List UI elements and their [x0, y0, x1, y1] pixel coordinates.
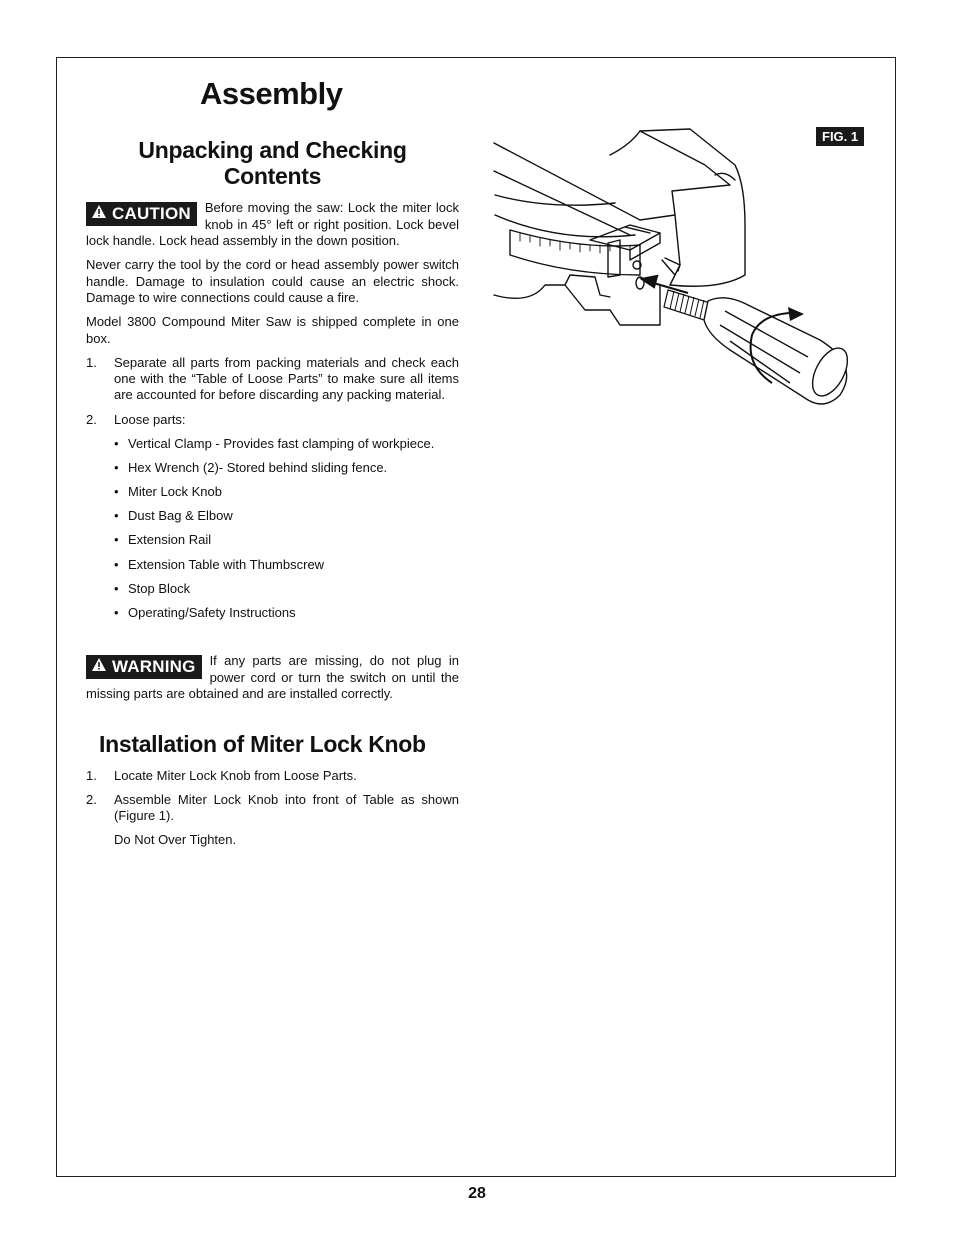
list-item: • Hex Wrench (2)- Stored behind sliding fence.: [114, 460, 388, 475]
step-number: 2.: [86, 792, 97, 807]
page-number: 28: [468, 1185, 486, 1202]
step-text: Assemble Miter Lock Knob into front of Table as shown (Figure 1).: [114, 792, 459, 823]
warning-text: If any parts are missing, do not plug in power cord or turn the switch on until the missing parts are obtained and are installed correctly.: [86, 653, 459, 701]
miter-lock-knob-illustration-icon: [490, 125, 860, 410]
list-item: • Extension Table with Thumbscrew: [114, 557, 325, 572]
caution-badge: [86, 202, 197, 226]
warning-triangle-icon: [91, 657, 107, 677]
warning-block: [86, 653, 459, 703]
heading-line-2: Contents: [223, 163, 322, 189]
step-item: [86, 355, 459, 405]
caution-text: Before moving the saw: Lock the miter lock knob in 45° left or right position. Lock bevel lock handle. Lock head assembly in the down position.: [86, 200, 459, 248]
step-number: 1.: [86, 355, 97, 370]
caution-block: [86, 200, 459, 250]
list-item: • Extension Rail: [114, 532, 212, 547]
list-item: • Operating/Safety Instructions: [114, 605, 296, 620]
warning-label: WARNING: [112, 657, 196, 676]
heading-line-1: Unpacking and Checking: [138, 137, 407, 163]
note-text: Do Not Over Tighten.: [114, 832, 237, 847]
list-item: • Stop Block: [114, 581, 191, 596]
cord-warning-paragraph: Never carry the tool by the cord or head assembly power switch handle. Damage to insulation could cause an electric shock. Damage to wire connections could cause a fire.: [86, 257, 459, 305]
figure-label: FIG. 1: [816, 127, 864, 146]
step-text: Loose parts:: [114, 412, 186, 427]
list-item: • Vertical Clamp - Provides fast clamping of workpiece.: [114, 436, 435, 451]
step-item: [86, 792, 459, 826]
page-title: Assembly: [200, 76, 343, 111]
shipped-paragraph: Model 3800 Compound Miter Saw is shipped complete in one box.: [86, 314, 459, 346]
step-text: Separate all parts from packing materials and check each one with the “Table of Loose Parts” to make sure all items are accounted for before discarding any packing material.: [114, 355, 459, 402]
warning-triangle-icon: [91, 204, 107, 224]
section-heading-installation: Installation of Miter Lock Knob: [99, 731, 426, 757]
step-text: Locate Miter Lock Knob from Loose Parts.: [114, 768, 357, 783]
section-heading-unpacking: [86, 137, 459, 189]
step-number: 2.: [86, 412, 97, 427]
step-item: [86, 768, 459, 786]
list-item: • Miter Lock Knob: [114, 484, 222, 499]
list-item: • Dust Bag & Elbow: [114, 508, 233, 523]
warning-badge: [86, 655, 202, 679]
step-item: [86, 412, 459, 430]
caution-label: CAUTION: [112, 204, 191, 223]
step-number: 1.: [86, 768, 97, 783]
